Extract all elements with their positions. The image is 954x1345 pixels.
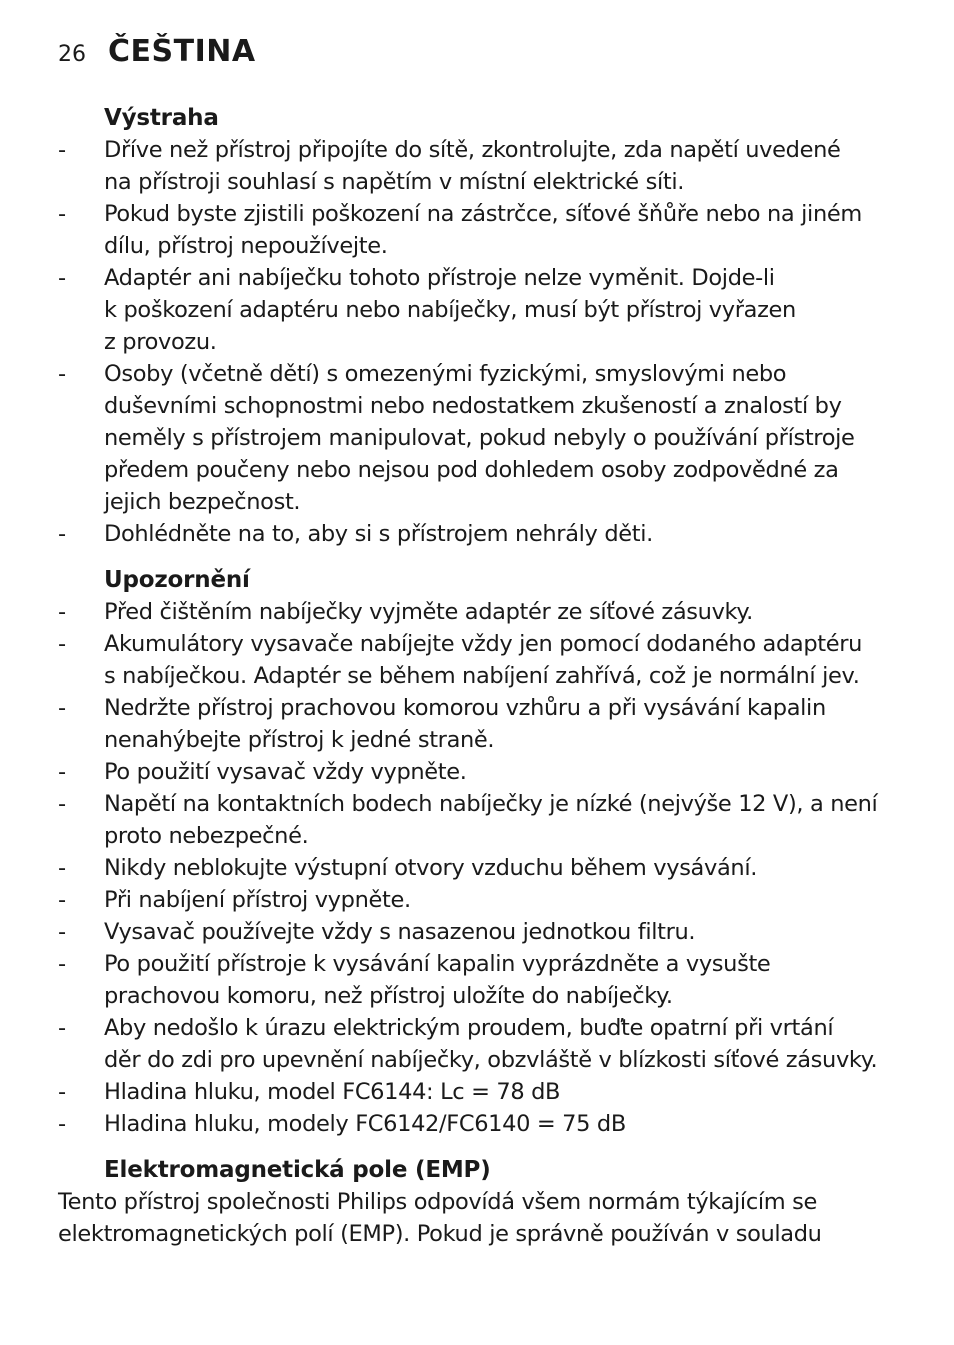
bullet-dash: - (58, 361, 66, 387)
section-heading-caution: Upozornění (104, 567, 250, 593)
list-item-line: s nabíječkou. Adaptér se během nabíjení zahřívá, což je normální jev. (104, 663, 860, 689)
page-title: ČEŠTINA (108, 34, 256, 69)
bullet-dash: - (58, 1015, 66, 1041)
list-item (58, 198, 938, 262)
list-item (58, 262, 938, 358)
bullet-dash: - (58, 201, 66, 227)
list-item-line: Akumulátory vysavače nabíjejte vždy jen pomocí dodaného adaptéru (104, 631, 863, 657)
bullet-dash: - (58, 521, 66, 547)
bullet-dash: - (58, 919, 66, 945)
list-item (58, 628, 938, 692)
bullet-dash: - (58, 695, 66, 721)
bullet-dash: - (58, 599, 66, 625)
list-item (58, 1076, 938, 1108)
list-item (58, 756, 938, 788)
list-item-line: dílu, přístroj nepoužívejte. (104, 233, 388, 259)
list-item-line: nenahýbejte přístroj k jedné straně. (104, 727, 495, 753)
section-heading-emf: Elektromagnetická pole (EMP) (104, 1157, 491, 1183)
list-item-line: Vysavač používejte vždy s nasazenou jednotkou filtru. (104, 919, 696, 945)
page-header (58, 34, 256, 74)
emf-paragraph (58, 1186, 938, 1250)
list-item (58, 1108, 938, 1140)
list-item (58, 852, 938, 884)
list-item-line: Nikdy neblokujte výstupní otvory vzduchu během vysávání. (104, 855, 758, 881)
list-item-line: Napětí na kontaktních bodech nabíječky je nízké (nejvýše 12 V), a není (104, 791, 878, 817)
list-item (58, 518, 938, 550)
list-item-line: Před čištěním nabíječky vyjměte adaptér ze síťové zásuvky. (104, 599, 753, 625)
bullet-dash: - (58, 1079, 66, 1105)
list-item (58, 948, 938, 1012)
list-item-line: k poškození adaptéru nebo nabíječky, musí být přístroj vyřazen (104, 297, 796, 323)
emf-paragraph-line: Tento přístroj společnosti Philips odpovídá všem normám týkajícím se (58, 1189, 817, 1215)
list-item-line: jejich bezpečnost. (104, 489, 301, 515)
list-item-line: z provozu. (104, 329, 217, 355)
bullet-dash: - (58, 631, 66, 657)
bullet-dash: - (58, 855, 66, 881)
list-item-line: Hladina hluku, model FC6144: Lc = 78 dB (104, 1079, 561, 1105)
list-item (58, 916, 938, 948)
list-item-line: Pokud byste zjistili poškození na zástrčce, síťové šňůře nebo na jiném (104, 201, 862, 227)
bullet-dash: - (58, 887, 66, 913)
list-item-line: Dříve než přístroj připojíte do sítě, zkontrolujte, zda napětí uvedené (104, 137, 841, 163)
list-item-line: Dohlédněte na to, aby si s přístrojem nehrály děti. (104, 521, 653, 547)
section-heading-warning: Výstraha (104, 105, 219, 131)
list-item (58, 1012, 938, 1076)
list-item-line: Po použití vysavač vždy vypněte. (104, 759, 467, 785)
list-item-line: Po použití přístroje k vysávání kapalin vyprázdněte a vysušte (104, 951, 771, 977)
caution-list (58, 596, 938, 1140)
list-item-line: děr do zdi pro upevnění nabíječky, obzvláště v blízkosti síťové zásuvky. (104, 1047, 878, 1073)
list-item-line: duševními schopnostmi nebo nedostatkem zkušeností a znalostí by (104, 393, 842, 419)
list-item-line: Nedržte přístroj prachovou komorou vzhůru a při vysávání kapalin (104, 695, 826, 721)
list-item-line: Hladina hluku, modely FC6142/FC6140 = 75 dB (104, 1111, 626, 1137)
list-item-line: neměly s přístrojem manipulovat, pokud nebyly o používání přístroje (104, 425, 855, 451)
list-item (58, 788, 938, 852)
bullet-dash: - (58, 1111, 66, 1137)
list-item (58, 134, 938, 198)
bullet-dash: - (58, 137, 66, 163)
page-number: 26 (58, 42, 86, 67)
list-item-line: Adaptér ani nabíječku tohoto přístroje nelze vyměnit. Dojde-li (104, 265, 775, 291)
bullet-dash: - (58, 951, 66, 977)
list-item (58, 358, 938, 518)
list-item-line: předem poučeny nebo nejsou pod dohledem osoby zodpovědné za (104, 457, 839, 483)
list-item (58, 596, 938, 628)
emf-paragraph-line: elektromagnetických polí (EMP). Pokud je správně používán v souladu (58, 1221, 822, 1247)
list-item-line: na přístroji souhlasí s napětím v místní elektrické síti. (104, 169, 685, 195)
list-item-line: Aby nedošlo k úrazu elektrickým proudem, buďte opatrní při vrtání (104, 1015, 834, 1041)
list-item-line: Při nabíjení přístroj vypněte. (104, 887, 411, 913)
list-item-line: Osoby (včetně dětí) s omezenými fyzickými, smyslovými nebo (104, 361, 787, 387)
bullet-dash: - (58, 759, 66, 785)
list-item-line: proto nebezpečné. (104, 823, 309, 849)
list-item (58, 692, 938, 756)
bullet-dash: - (58, 265, 66, 291)
list-item (58, 884, 938, 916)
list-item-line: prachovou komoru, než přístroj uložíte do nabíječky. (104, 983, 673, 1009)
page-content (58, 102, 938, 1250)
warning-list (58, 134, 938, 550)
bullet-dash: - (58, 791, 66, 817)
